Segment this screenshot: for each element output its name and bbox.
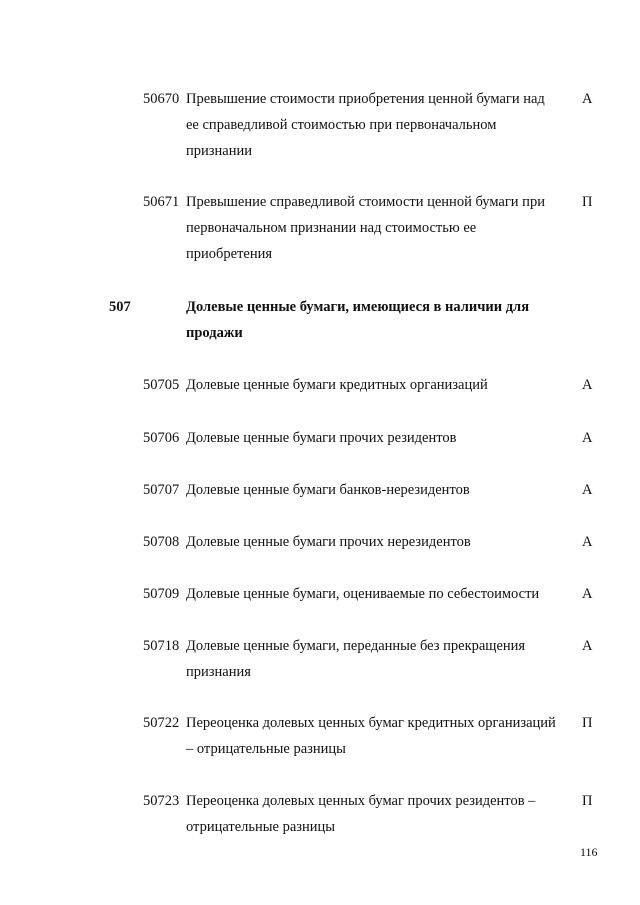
account-type: А (582, 586, 593, 602)
account-description: Долевые ценные бумаги прочих нерезидентов (186, 534, 471, 550)
account-description: Долевые ценные бумаги прочих резидентов (186, 430, 457, 446)
account-code: 50709 (143, 586, 180, 602)
account-code: 50707 (143, 482, 180, 498)
account-description: Долевые ценные бумаги кредитных организаций (186, 377, 488, 393)
account-description: Долевые ценные бумаги банков-нерезидентов (186, 482, 470, 498)
account-code: 50706 (143, 430, 180, 446)
account-code: 50670 (143, 91, 180, 107)
account-type: А (582, 430, 593, 446)
account-code: 50722 (143, 715, 180, 731)
account-type: П (582, 194, 593, 210)
section-title: Долевые ценные бумаги, имеющиеся в наличии для продажи (186, 299, 530, 341)
account-code: 50723 (143, 793, 180, 809)
account-description: Превышение справедливой стоимости ценной бумаги при первоначальном признании над стоимостью ее приобретения (186, 194, 545, 262)
account-code: 50705 (143, 377, 180, 393)
section-code: 507 (109, 299, 131, 315)
account-type: А (582, 482, 593, 498)
page-number: 116 (580, 845, 598, 859)
account-type: А (582, 638, 593, 654)
account-code: 50671 (143, 194, 180, 210)
account-type: П (582, 715, 593, 731)
account-code: 50718 (143, 638, 180, 654)
account-type: А (582, 534, 593, 550)
account-description: Переоценка долевых ценных бумаг прочих резидентов – отрицательные разницы (186, 793, 536, 835)
account-description: Долевые ценные бумаги, переданные без прекращения признания (186, 638, 526, 680)
account-description: Переоценка долевых ценных бумаг кредитных организаций – отрицательные разницы (186, 715, 556, 757)
account-description: Превышение стоимости приобретения ценной бумаги над ее справедливой стоимостью при первоначальном признании (186, 91, 545, 159)
account-type: А (582, 377, 593, 393)
account-type: П (582, 793, 593, 809)
account-description: Долевые ценные бумаги, оцениваемые по себестоимости (186, 586, 540, 602)
account-type: А (582, 91, 593, 107)
account-code: 50708 (143, 534, 180, 550)
